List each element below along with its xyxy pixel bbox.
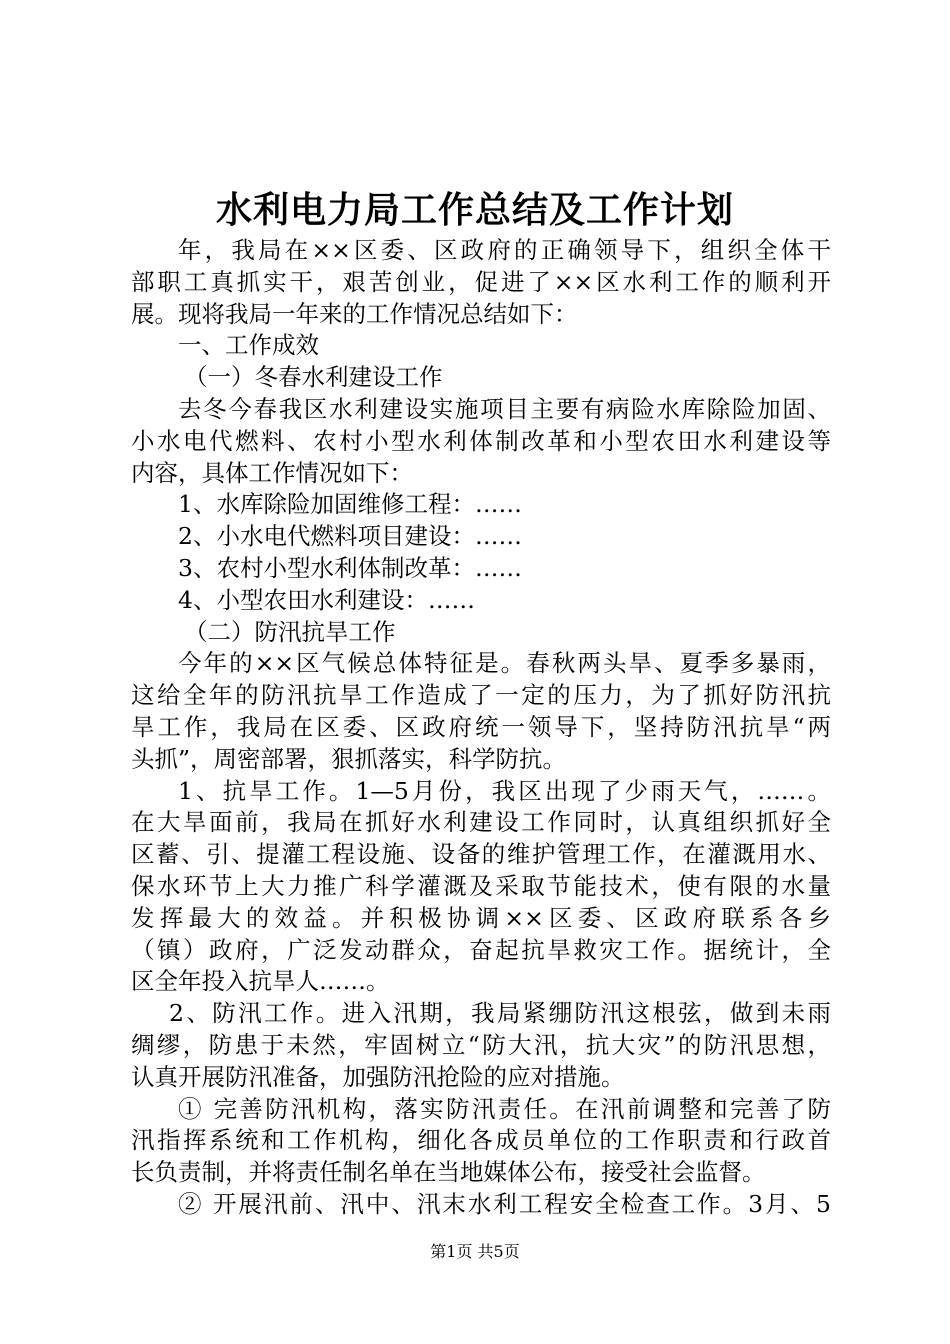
subsection-heading: （一）冬春水利建设工作 (184, 363, 443, 392)
text-line: 展。现将我局一年来的工作情况总结如下： (131, 299, 578, 328)
text-line: 汛指挥系统和工作机构，细化各成员单位的工作职责和行政首 (131, 1126, 831, 1155)
text-line: 2、防汛工作。进入汛期，我局紧绷防汛这根弦，做到未雨 (169, 999, 831, 1028)
text-line: 内容，具体工作情况如下： (131, 458, 413, 487)
text-line: ① 完善防汛机构，落实防汛责任。在汛前调整和完善了防 (178, 1094, 831, 1123)
section-heading: 一、工作成效 (178, 331, 319, 360)
document-body (131, 235, 831, 1221)
text-line: 旱工作，我局在区委、区政府统一领导下，坚持防汛抗旱“两 (131, 712, 831, 741)
text-line: 1、抗旱工作。1—5月份，我区出现了少雨天气，……。 (178, 776, 831, 805)
text-line: 绸缪，防患于未然，牢固树立“防大汛，抗大灾”的防汛思想， (131, 1030, 831, 1059)
list-item: 3、农村小型水利体制改革：…… (178, 553, 522, 582)
page-footer: 第1页 共5页 (430, 1242, 520, 1261)
text-line: 长负责制，并将责任制名单在当地媒体公布，接受社会监督。 (131, 1158, 766, 1187)
document-title: 水利电力局工作总结及工作计划 (215, 189, 734, 231)
text-line: 小水电代燃料、农村小型水利体制改革和小型农田水利建设等 (131, 426, 831, 455)
text-line: 去冬今春我区水利建设实施项目主要有病险水库除险加固、 (178, 394, 831, 423)
text-line: 头抓”，周密部署，狠抓落实，科学防抗。 (131, 744, 567, 773)
text-line: 保水环节上大力推广科学灌溉及采取节能技术，使有限的水量 (131, 871, 831, 900)
list-item: 1、水库除险加固维修工程：…… (178, 490, 522, 519)
text-line: 这给全年的防汛抗旱工作造成了一定的压力，为了抓好防汛抗 (131, 681, 831, 710)
text-line: （镇）政府，广泛发动群众，奋起抗旱救灾工作。据统计，全 (131, 935, 831, 964)
text-line: ② 开展汛前、汛中、汛末水利工程安全检查工作。3月、5 (178, 1189, 831, 1218)
list-item: 4、小型农田水利建设：…… (178, 585, 475, 614)
text-line: 发挥最大的效益。并积极协调××区委、区政府联系各乡 (131, 903, 831, 932)
text-line: 部职工真抓实干，艰苦创业，促进了××区水利工作的顺利开 (131, 267, 831, 296)
text-line: 区全年投入抗旱人……。 (131, 967, 390, 996)
text-line: 在大旱面前，我局在抓好水利建设工作同时，认真组织抓好全 (131, 808, 831, 837)
text-line: 今年的××区气候总体特征是。春秋两头旱、夏季多暴雨， (178, 649, 831, 678)
text-line: 年，我局在××区委、区政府的正确领导下，组织全体干 (178, 236, 831, 264)
list-item: 2、小水电代燃料项目建设：…… (178, 522, 522, 551)
text-line: 区蓄、引、提灌工程设施、设备的维护管理工作，在灌溉用水、 (131, 840, 831, 869)
subsection-heading: （二）防汛抗旱工作 (184, 617, 396, 646)
text-line: 认真开展防汛准备，加强防汛抢险的应对措施。 (131, 1062, 625, 1091)
